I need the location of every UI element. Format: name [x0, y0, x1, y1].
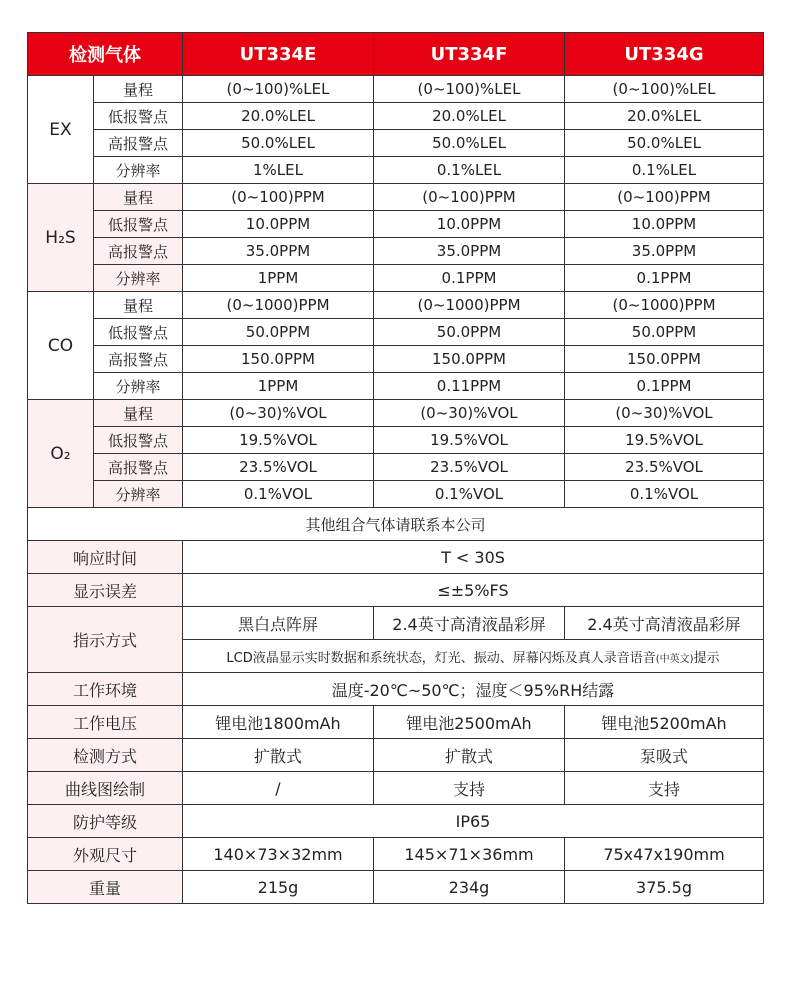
header-gas: 检测气体: [28, 33, 183, 76]
voltage-row: [28, 706, 764, 739]
header-model-e: UT334E: [183, 33, 374, 76]
gas-spec-value: 0.1PPM: [565, 373, 764, 400]
indication-note-lang: (中英文): [655, 653, 694, 665]
gas-spec-label: 量程: [94, 184, 183, 211]
gas-spec-value: 1PPM: [183, 265, 374, 292]
gas-spec-row: [28, 400, 764, 427]
voltage-label: 工作电压: [28, 706, 183, 739]
gas-spec-value: (0~30)%VOL: [374, 400, 565, 427]
size-f: 145×71×36mm: [374, 838, 565, 871]
gas-spec-value: (0~30)%VOL: [565, 400, 764, 427]
size-g: 75x47x190mm: [565, 838, 764, 871]
spec-section: [28, 508, 764, 904]
gas-spec-value: 0.1%LEL: [374, 157, 565, 184]
curve-label: 曲线图绘制: [28, 772, 183, 805]
gas-spec-value: 35.0PPM: [374, 238, 565, 265]
gas-spec-row: [28, 427, 764, 454]
gas-spec-label: 低报警点: [94, 319, 183, 346]
protection-value: IP65: [183, 805, 764, 838]
gas-spec-value: 50.0%LEL: [565, 130, 764, 157]
gas-spec-value: 50.0PPM: [374, 319, 565, 346]
weight-f: 234g: [374, 871, 565, 904]
gas-spec-row: [28, 265, 764, 292]
indication-note-tail: 提示: [693, 650, 720, 666]
gas-spec-value: 35.0PPM: [183, 238, 374, 265]
other-gases-row: [28, 508, 764, 541]
response-label: 响应时间: [28, 541, 183, 574]
gas-spec-value: (0~1000)PPM: [565, 292, 764, 319]
gas-spec-value: 19.5%VOL: [565, 427, 764, 454]
gas-spec-value: (0~100)PPM: [374, 184, 565, 211]
gas-name: O₂: [28, 400, 94, 508]
gas-spec-label: 低报警点: [94, 211, 183, 238]
gas-spec-row: [28, 238, 764, 265]
gas-spec-value: (0~100)%LEL: [183, 76, 374, 103]
gas-spec-label: 量程: [94, 292, 183, 319]
gas-spec-value: (0~100)PPM: [565, 184, 764, 211]
method-f: 扩散式: [374, 739, 565, 772]
protection-row: [28, 805, 764, 838]
response-row: [28, 541, 764, 574]
header-row: [28, 33, 764, 76]
gas-spec-value: 23.5%VOL: [183, 454, 374, 481]
gas-spec-label: 量程: [94, 400, 183, 427]
gas-spec-label: 高报警点: [94, 130, 183, 157]
gas-spec-row: [28, 346, 764, 373]
gas-spec-label: 分辨率: [94, 373, 183, 400]
gas-spec-label: 低报警点: [94, 103, 183, 130]
indication-f: 2.4英寸高清液晶彩屏: [374, 607, 565, 640]
gas-spec-value: 0.1PPM: [374, 265, 565, 292]
gas-spec-value: 10.0PPM: [183, 211, 374, 238]
header-model-g: UT334G: [565, 33, 764, 76]
gas-spec-value: (0~100)%LEL: [374, 76, 565, 103]
gas-spec-label: 高报警点: [94, 346, 183, 373]
gas-name: H₂S: [28, 184, 94, 292]
gas-spec-row: [28, 103, 764, 130]
gas-spec-value: (0~100)%LEL: [565, 76, 764, 103]
gas-spec-value: 23.5%VOL: [374, 454, 565, 481]
gas-spec-label: 分辨率: [94, 481, 183, 508]
gas-spec-value: 1%LEL: [183, 157, 374, 184]
environment-row: [28, 673, 764, 706]
method-g: 泵吸式: [565, 739, 764, 772]
gas-spec-value: (0~1000)PPM: [374, 292, 565, 319]
indication-note: [183, 640, 764, 673]
spec-table: [27, 32, 764, 904]
error-value: ≤±5%FS: [183, 574, 764, 607]
gas-spec-value: 10.0PPM: [565, 211, 764, 238]
indication-row: [28, 607, 764, 640]
gas-spec-value: 0.1%LEL: [565, 157, 764, 184]
indication-g: 2.4英寸高清液晶彩屏: [565, 607, 764, 640]
gas-spec-row: [28, 319, 764, 346]
gas-spec-label: 低报警点: [94, 427, 183, 454]
gas-spec-value: 19.5%VOL: [183, 427, 374, 454]
gas-name: CO: [28, 292, 94, 400]
gas-spec-value: (0~30)%VOL: [183, 400, 374, 427]
gas-spec-row: [28, 454, 764, 481]
gas-spec-value: 35.0PPM: [565, 238, 764, 265]
protection-label: 防护等级: [28, 805, 183, 838]
gas-section: [28, 76, 764, 508]
method-e: 扩散式: [183, 739, 374, 772]
gas-spec-label: 分辨率: [94, 157, 183, 184]
gas-spec-value: 20.0%LEL: [565, 103, 764, 130]
gas-spec-value: 50.0PPM: [183, 319, 374, 346]
curve-row: [28, 772, 764, 805]
gas-spec-value: (0~100)PPM: [183, 184, 374, 211]
gas-spec-row: [28, 211, 764, 238]
gas-spec-row: [28, 184, 764, 211]
weight-g: 375.5g: [565, 871, 764, 904]
gas-spec-value: 150.0PPM: [565, 346, 764, 373]
gas-spec-row: [28, 130, 764, 157]
gas-spec-value: 50.0%LEL: [374, 130, 565, 157]
size-row: [28, 838, 764, 871]
gas-spec-value: 150.0PPM: [374, 346, 565, 373]
weight-label: 重量: [28, 871, 183, 904]
gas-name: EX: [28, 76, 94, 184]
gas-spec-value: 20.0%LEL: [183, 103, 374, 130]
curve-f: 支持: [374, 772, 565, 805]
weight-e: 215g: [183, 871, 374, 904]
indication-note-main: LCD液晶显示实时数据和系统状态，灯光、振动、屏幕闪烁及真人录音语音: [226, 650, 656, 666]
voltage-e: 锂电池1800mAh: [183, 706, 374, 739]
size-label: 外观尺寸: [28, 838, 183, 871]
gas-spec-value: 150.0PPM: [183, 346, 374, 373]
method-label: 检测方式: [28, 739, 183, 772]
response-value: T < 30S: [183, 541, 764, 574]
gas-spec-value: 0.1PPM: [565, 265, 764, 292]
method-row: [28, 739, 764, 772]
gas-spec-value: 19.5%VOL: [374, 427, 565, 454]
gas-spec-value: (0~1000)PPM: [183, 292, 374, 319]
gas-spec-value: 10.0PPM: [374, 211, 565, 238]
indication-e: 黑白点阵屏: [183, 607, 374, 640]
gas-spec-value: 50.0PPM: [565, 319, 764, 346]
gas-spec-value: 23.5%VOL: [565, 454, 764, 481]
gas-spec-row: [28, 292, 764, 319]
gas-spec-value: 20.0%LEL: [374, 103, 565, 130]
gas-spec-value: 0.1%VOL: [374, 481, 565, 508]
environment-value: 温度-20℃~50℃；湿度＜95%RH结露: [183, 673, 764, 706]
voltage-g: 锂电池5200mAh: [565, 706, 764, 739]
curve-g: 支持: [565, 772, 764, 805]
gas-spec-value: 0.11PPM: [374, 373, 565, 400]
gas-spec-label: 量程: [94, 76, 183, 103]
gas-spec-row: [28, 76, 764, 103]
gas-spec-value: 50.0%LEL: [183, 130, 374, 157]
gas-spec-row: [28, 373, 764, 400]
gas-spec-row: [28, 481, 764, 508]
size-e: 140×73×32mm: [183, 838, 374, 871]
error-label: 显示误差: [28, 574, 183, 607]
gas-spec-label: 高报警点: [94, 238, 183, 265]
voltage-f: 锂电池2500mAh: [374, 706, 565, 739]
weight-row: [28, 871, 764, 904]
curve-e: /: [183, 772, 374, 805]
gas-spec-row: [28, 157, 764, 184]
indication-label: 指示方式: [28, 607, 183, 673]
environment-label: 工作环境: [28, 673, 183, 706]
other-gases-note: 其他组合气体请联系本公司: [28, 508, 764, 541]
gas-spec-label: 分辨率: [94, 265, 183, 292]
gas-spec-label: 高报警点: [94, 454, 183, 481]
gas-spec-value: 1PPM: [183, 373, 374, 400]
error-row: [28, 574, 764, 607]
gas-spec-value: 0.1%VOL: [565, 481, 764, 508]
header-model-f: UT334F: [374, 33, 565, 76]
gas-spec-value: 0.1%VOL: [183, 481, 374, 508]
